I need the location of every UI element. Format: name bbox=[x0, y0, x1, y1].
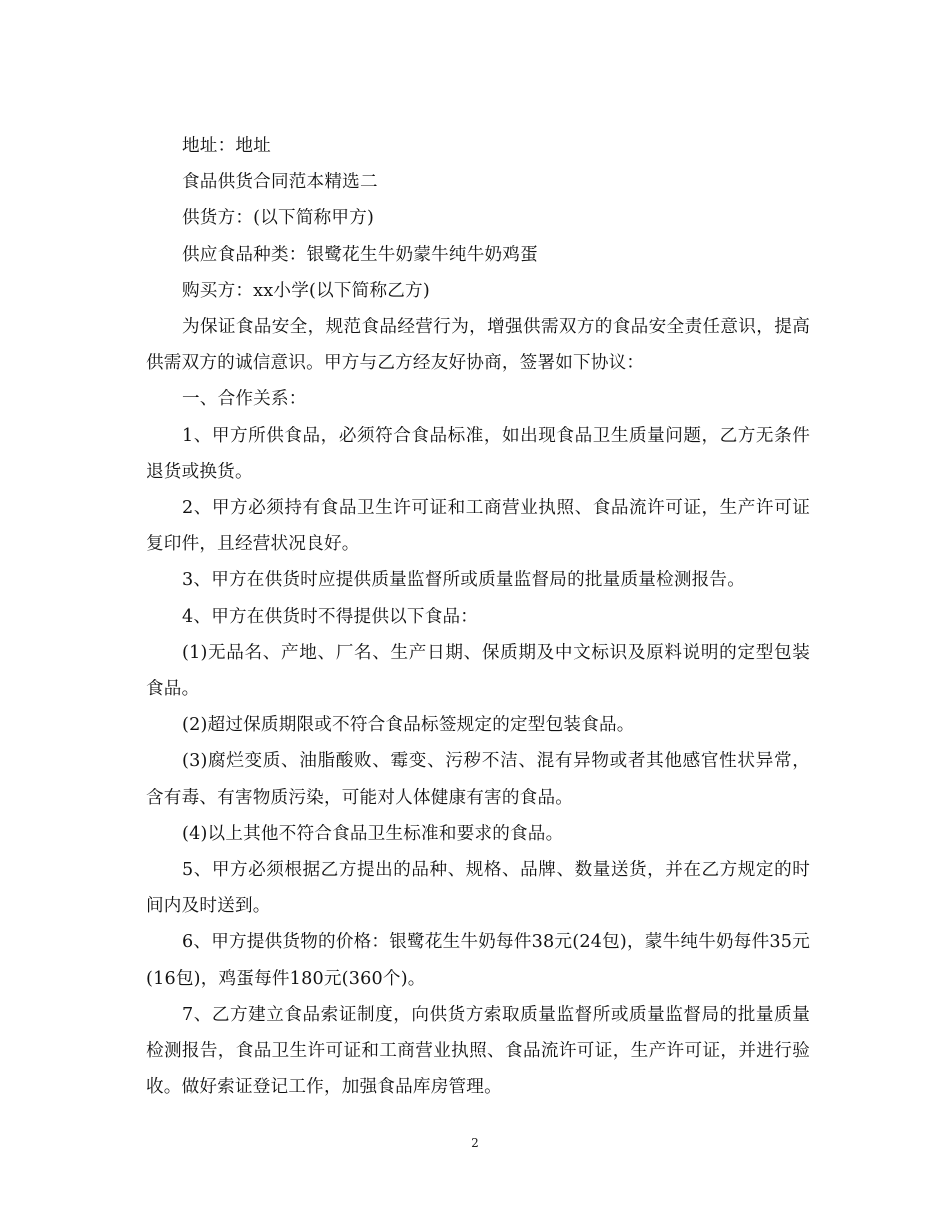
clause-2: 2、甲方必须持有食品卫生许可证和工商营业执照、食品流许可证，生产许可证复印件，且经营状况良好。 bbox=[146, 498, 810, 555]
clause-1: 1、甲方所供食品，必须符合食品标准，如出现食品卫生质量问题，乙方无条件退货或换货。 bbox=[146, 425, 810, 482]
sub-clause-4: (4)以上其他不符合食品卫生标准和要求的食品。 bbox=[182, 823, 564, 844]
clause-7: 7、乙方建立食品索证制度，向供货方索取质量监督所或质量监督局的批量质量检测报告，食品卫生许可证和工商营业执照、食品流许可证，生产许可证，并进行验收。做好索证登记工作，加强食品库房管理。 bbox=[146, 1004, 810, 1098]
sub-clause-1: (1)无品名、产地、厂名、生产日期、保质期及中文标识及原料说明的定型包装食品。 bbox=[146, 642, 810, 700]
document-body bbox=[146, 128, 810, 1105]
food-types-line: 供应食品种类：银鹭花生牛奶蒙牛纯牛奶鸡蛋 bbox=[182, 244, 538, 265]
sub-clause-2: (2)超过保质期限或不符合食品标签规定的定型包装食品。 bbox=[182, 715, 635, 736]
buyer-line: 购买方：xx小学(以下简称乙方) bbox=[182, 280, 430, 301]
address-line: 地址：地址 bbox=[182, 136, 271, 156]
section-heading-cooperation: 一、合作关系： bbox=[182, 389, 307, 410]
clause-4: 4、甲方在供货时不得提供以下食品： bbox=[182, 606, 479, 627]
sub-clause-3: (3)腐烂变质、油脂酸败、霉变、污秽不洁、混有异物或者其他感官性状异常，含有毒、有害物质污染，可能对人体健康有害的食品。 bbox=[146, 751, 810, 808]
clause-5: 5、甲方必须根据乙方提出的品种、规格、品牌、数量送货，并在乙方规定的时间内及时送到。 bbox=[146, 860, 810, 917]
supplier-line: 供货方：(以下简称甲方) bbox=[182, 208, 375, 229]
clause-6: 6、甲方提供货物的价格：银鹭花生牛奶每件38元(24包)，蒙牛纯牛奶每件35元(16包)，鸡蛋每件180元(360个)。 bbox=[146, 932, 810, 989]
preamble-paragraph: 为保证食品安全，规范食品经营行为，增强供需双方的食品安全责任意识，提高供需双方的诚信意识。甲方与乙方经友好协商，签署如下协议： bbox=[146, 317, 810, 374]
page-number: 2 bbox=[471, 1136, 479, 1150]
contract-title: 食品供货合同范本精选二 bbox=[182, 172, 378, 193]
clause-3: 3、甲方在供货时应提供质量监督所或质量监督局的批量质量检测报告。 bbox=[182, 570, 746, 591]
